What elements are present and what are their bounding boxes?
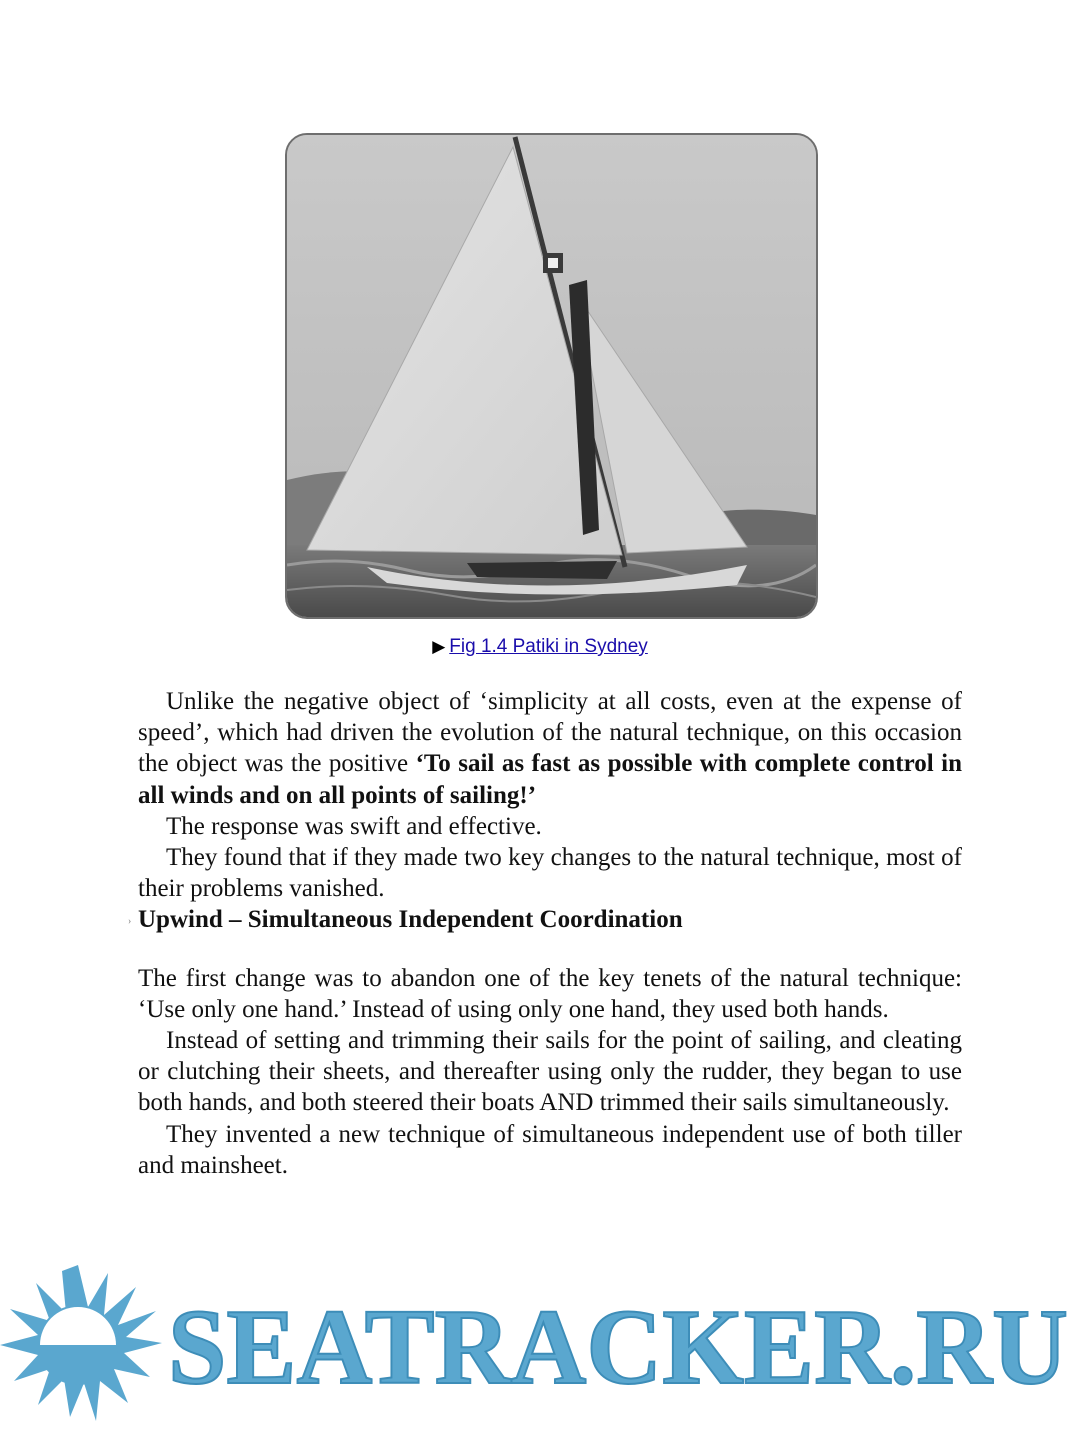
paragraph: Instead of setting and trimming their sails for the point of sailing, and cleating or clutching their sheets, and thereafter using only the rudder, they began to use both hands, and both steered their boats AND trimmed their sails simultaneously. bbox=[138, 1027, 962, 1117]
figure-caption-link[interactable]: Fig 1.4 Patiki in Sydney bbox=[449, 636, 648, 657]
watermark bbox=[0, 1265, 1080, 1425]
paragraph-bold-text: ‘To sail as fast as possible with complete control in all winds and on all points of sailing!’ bbox=[138, 750, 962, 809]
paragraph: The first change was to abandon one of the key tenets of the natural technique: ‘Use only one hand.’ Instead of using only one hand, they used both hands. bbox=[138, 964, 962, 1023]
paragraph: They invented a new technique of simultaneous independent use of both tiller and mainsheet. bbox=[138, 1120, 962, 1179]
paragraph: The response was swift and effective. bbox=[166, 812, 542, 840]
sun-logo-icon bbox=[0, 1265, 162, 1421]
section-heading bbox=[128, 904, 962, 935]
section-heading-text: Upwind – Simultaneous Independent Coordination bbox=[138, 906, 683, 934]
caption-arrow-icon: ▶ bbox=[432, 637, 446, 656]
watermark-graphic bbox=[0, 1265, 1080, 1425]
body-text bbox=[128, 686, 962, 1181]
paragraph: They found that if they made two key changes to the natural technique, most of their problems vanished. bbox=[138, 844, 962, 903]
figure-photo bbox=[285, 133, 818, 619]
paragraph-text: Unlike the negative object of ‘simplicity at all costs, even at the expense of speed’, which had driven the evolution of the natural technique, on this occasion the object was the positive bbox=[138, 688, 962, 778]
figure-caption bbox=[0, 636, 1080, 658]
paragraph bbox=[138, 686, 962, 811]
watermark-text: SEATRACKER.RU bbox=[168, 1288, 1068, 1407]
sailboat-photo-icon bbox=[287, 135, 816, 617]
bullet-icon: › bbox=[128, 916, 132, 928]
